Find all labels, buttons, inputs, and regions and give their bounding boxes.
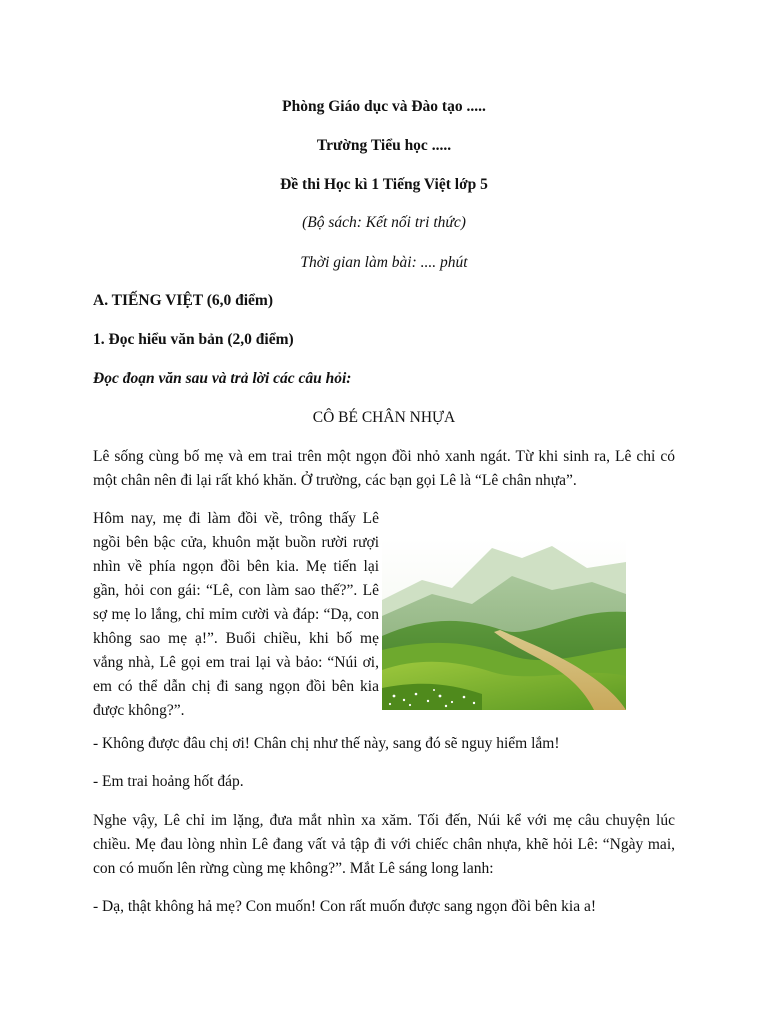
story-paragraph-5: Nghe vậy, Lê chỉ im lặng, đưa mắt nhìn xa xăm. Tối đến, Núi kể với mẹ câu chuyện lúc chiều. Mẹ đau lòng nhìn Lê đang vất vả tập đi với chiếc chân nhựa, khẽ hỏi Lê: “Ngày mai, con có muốn lên rừng cùng mẹ không?”. Mắt Lê sáng long lanh: <box>93 812 675 877</box>
department-heading: Phòng Giáo dục và Đào tạo ..... <box>282 98 486 115</box>
story-paragraph-6: - Dạ, thật không hả mẹ? Con muốn! Con rất muốn được sang ngọn đồi bên kia a! <box>93 898 597 915</box>
hills-illustration <box>382 538 626 710</box>
reading-instruction: Đọc đoạn văn sau và trả lời các câu hỏi: <box>93 370 352 387</box>
story-paragraph-4: - Em trai hoảng hốt đáp. <box>93 773 244 790</box>
story-paragraph-2: Hôm nay, mẹ đi làm đồi về, trông thấy Lê ngồi bên bậc cửa, khuôn mặt buồn rười rượi nhìn về phía ngọn đồi bên kia. Mẹ tiến lại gần, hỏi con gái: “Lê, con làm sao thế?”. Lê sợ mẹ lo lắng, chỉ mỉm cười và đáp: “Dạ, con không sao mẹ ạ!”. Buổi chiều, khi bố mẹ vắng nhà, Lê gọi em trai lại và bảo: “Núi ơi, em có thể dẫn chị đi sang ngọn đồi bên kia được không?”. <box>93 510 379 719</box>
section-a-heading: A. TIẾNG VIỆT (6,0 điểm) <box>93 292 274 309</box>
story-paragraph-3: - Không được đâu chị ơi! Chân chị như thế này, sang đó sẽ nguy hiểm lắm! <box>93 735 560 752</box>
story-title: CÔ BÉ CHÂN NHỰA <box>312 409 456 426</box>
story-paragraph-1: Lê sống cùng bố mẹ và em trai trên một ngọn đồi nhỏ xanh ngát. Từ khi sinh ra, Lê chỉ có một chân nên đi lại rất khó khăn. Ở trường, các bạn gọi Lê là “Lê chân nhựa”. <box>93 448 675 489</box>
time-limit-note: Thời gian làm bài: .... phút <box>300 254 468 271</box>
section-1-heading: 1. Đọc hiểu văn bản (2,0 điểm) <box>93 331 294 348</box>
school-heading: Trường Tiểu học ..... <box>316 137 452 154</box>
book-series-note: (Bộ sách: Kết nối tri thức) <box>302 214 466 231</box>
exam-title: Đề thi Học kì 1 Tiếng Việt lớp 5 <box>280 176 488 193</box>
